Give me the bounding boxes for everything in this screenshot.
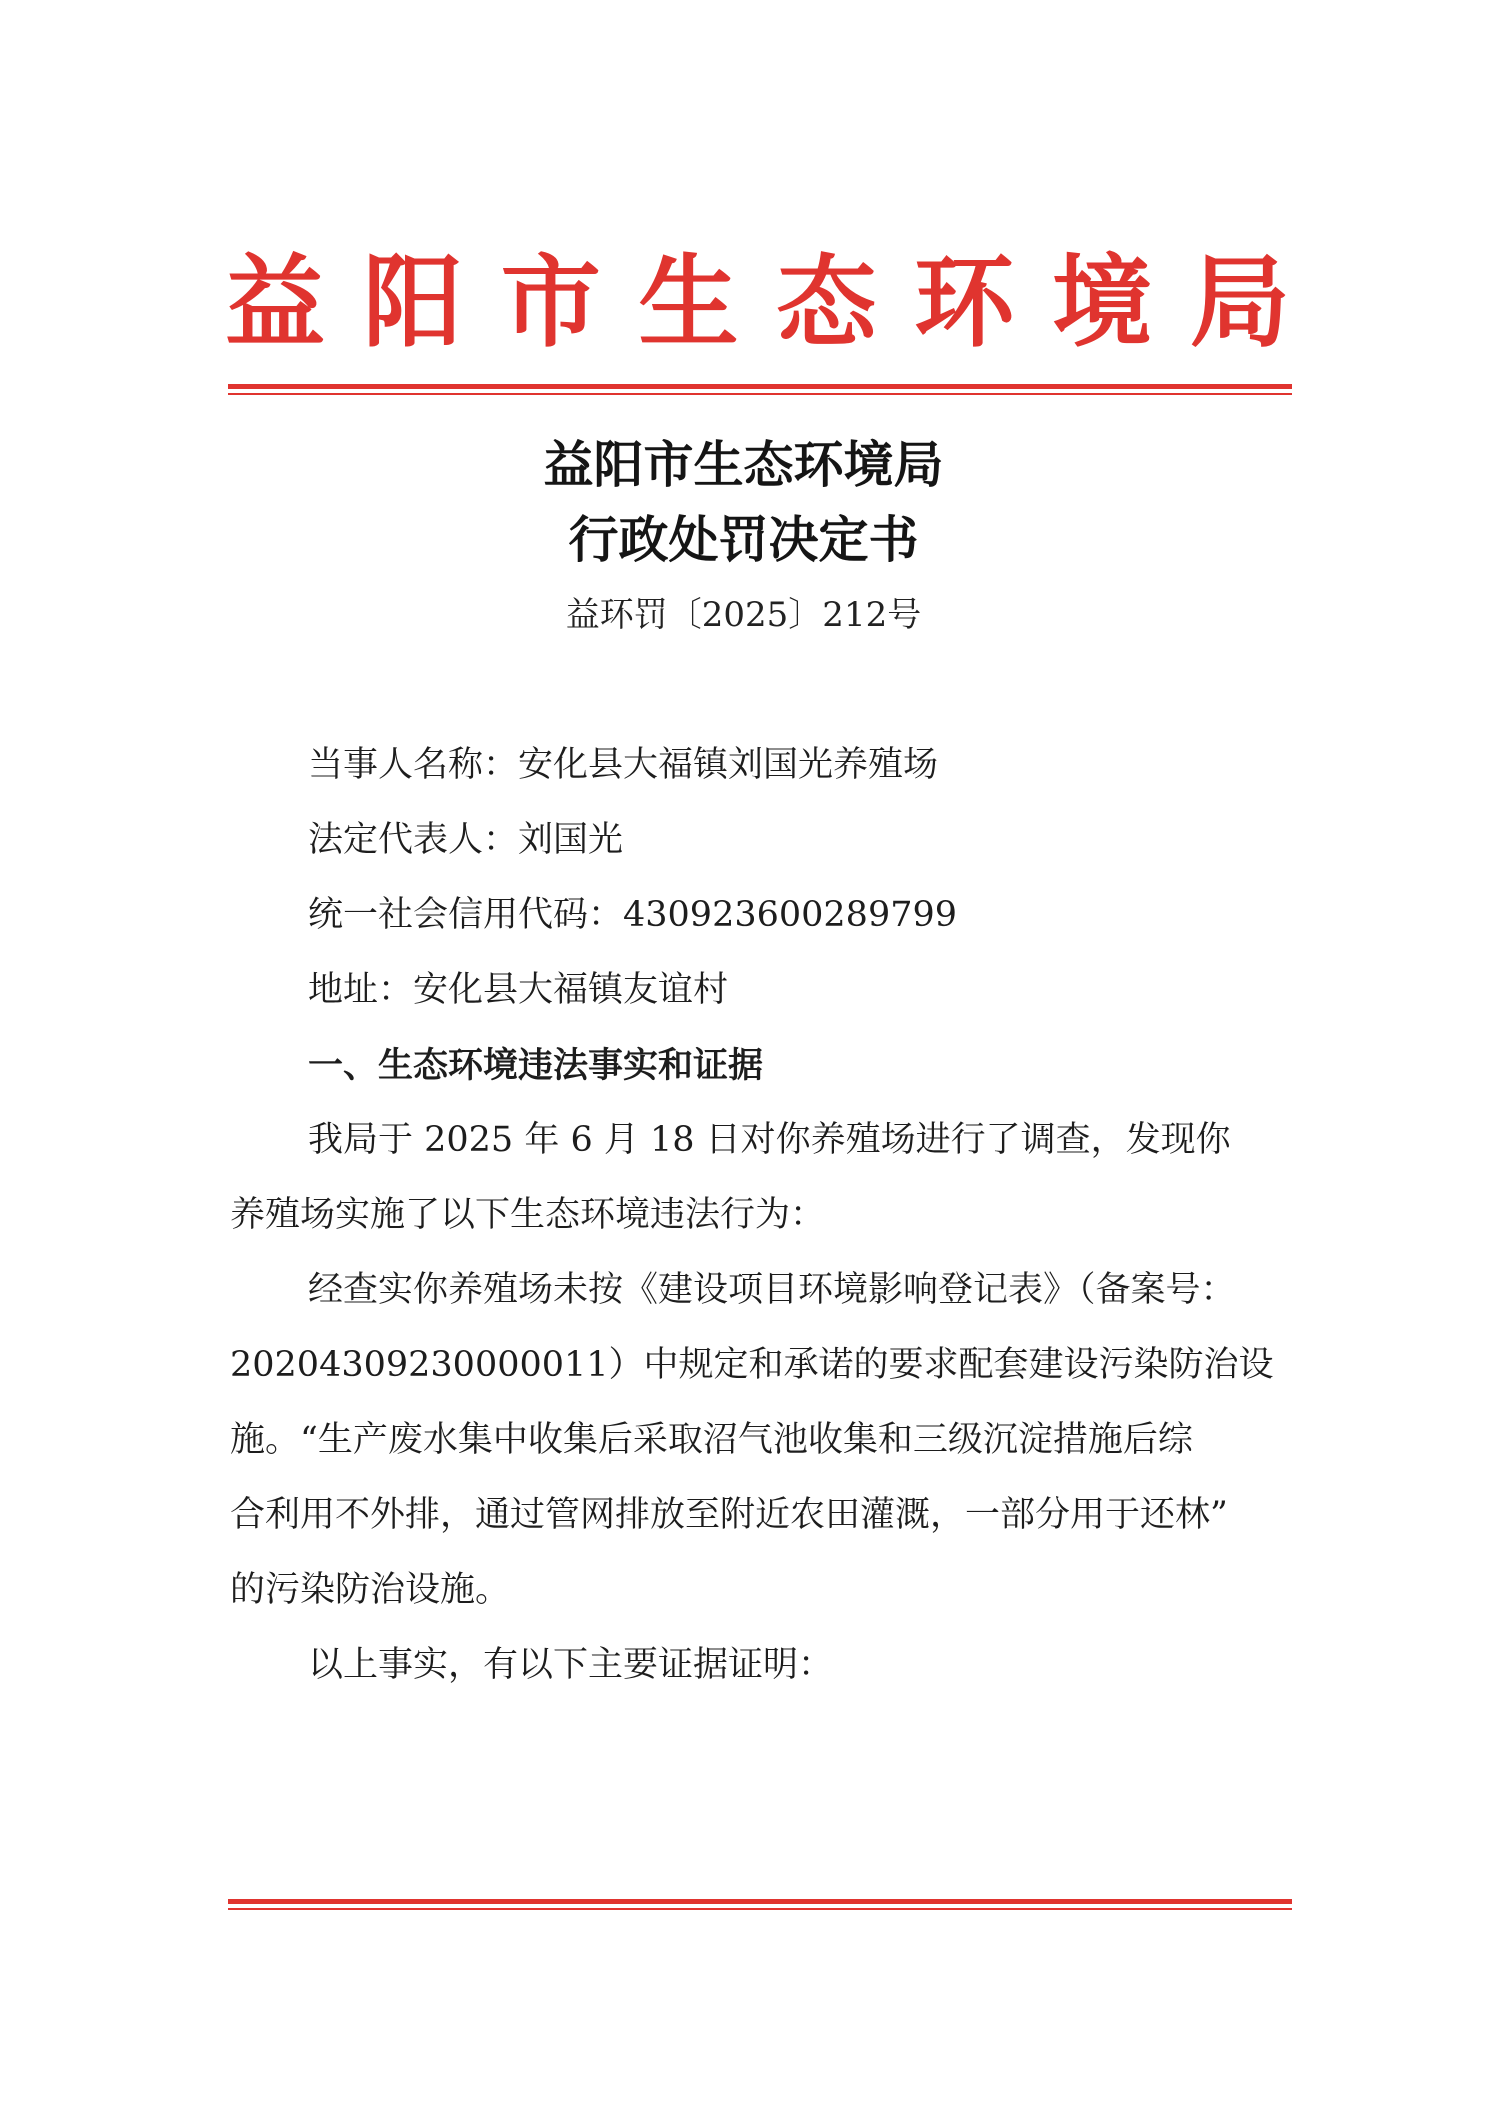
masthead-char: 生 [638,244,739,361]
party-name: 当事人名称：安化县大福镇刘国光养殖场 [308,745,939,785]
paragraph-line: 的污染防治设施。 [230,1570,511,1610]
paragraph-line: 我局于 2025 年 6 月 18 日对你养殖场进行了调查，发现你 [308,1120,1231,1160]
paragraph-line: 养殖场实施了以下生态环境违法行为： [230,1195,826,1235]
footer-red-rule-thin [228,1908,1292,1910]
footer-red-rule [228,1899,1292,1904]
letterhead-masthead [225,238,1290,368]
paragraph-line: 经查实你养殖场未按《建设项目环境影响登记表》（备案号： [308,1270,1236,1310]
credit-code: 统一社会信用代码：430923600289799 [308,895,958,935]
masthead-char: 阳 [362,244,463,361]
masthead-char: 环 [914,244,1015,361]
paragraph-line: 施。“生产废水集中收集后采取沼气池收集和三级沉淀措施后综 [230,1420,1193,1460]
address: 地址：安化县大福镇友谊村 [308,970,729,1010]
legal-representative: 法定代表人：刘国光 [308,820,624,860]
paragraph-line: 以上事实，有以下主要证据证明： [308,1645,834,1685]
paragraph-line: 20204309230000011）中规定和承诺的要求配套建设污染防治设 [230,1345,1274,1385]
document-title-type: 行政处罚决定书 [568,510,919,569]
header-red-rule-thin [228,393,1292,395]
header-red-rule [228,384,1292,389]
document-number: 益环罚〔2025〕212号 [565,595,922,635]
section-heading: 一、生态环境违法事实和证据 [308,1045,764,1086]
document-title-issuer: 益阳市生态环境局 [543,435,944,494]
masthead-char: 市 [500,244,601,361]
masthead-char: 态 [776,244,877,361]
masthead-char: 局 [1189,244,1290,361]
masthead-char: 益 [225,244,325,361]
paragraph-line: 合利用不外排，通过管网排放至附近农田灌溉，一部分用于还林” [230,1495,1228,1535]
masthead-char: 境 [1052,244,1153,361]
